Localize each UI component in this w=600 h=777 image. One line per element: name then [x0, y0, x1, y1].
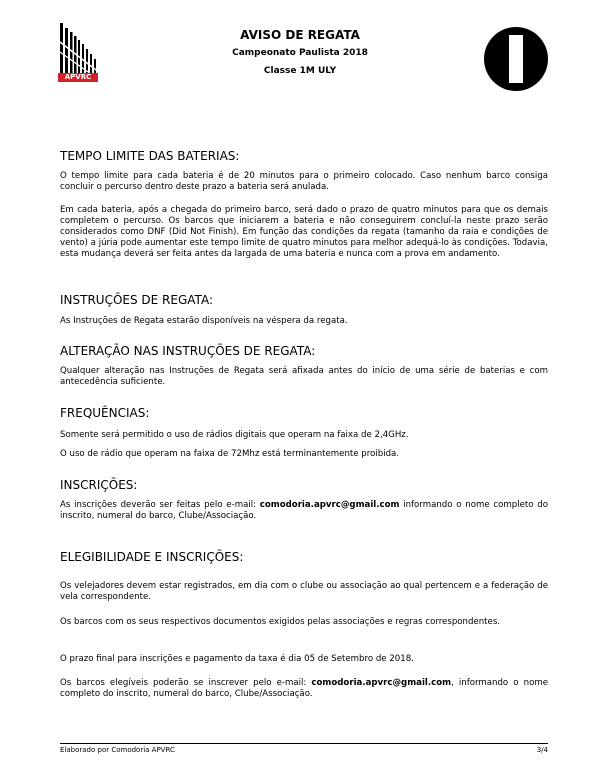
section-title-tempo-limite: TEMPO LIMITE DAS BATERIAS: [60, 149, 240, 163]
paragraph-frequencias-1: Somente será permitido o uso de rádios digitais que operam na faixa de 2,4GHz. [60, 430, 409, 440]
paragraph-tempo-1: O tempo limite para cada bateria é de 20 minutos para o primeiro colocado. Caso nenhum barco consiga concluir o percurso dentro deste prazo a bateria será anulada. [60, 171, 548, 192]
section-title-frequencias: FREQUÊNCIAS: [60, 406, 150, 420]
inscricoes-text-end: informando o nome completo do inscrito, numeral do barco, Clube/Associação. [60, 500, 548, 521]
paragraph-elegibilidade-3: O prazo final para inscrições e pagamento da taxa é dia 05 de Setembro de 2018. [60, 654, 414, 664]
apvrc-logo [58, 22, 98, 82]
paragraph-instrucoes-1: As Instruções de Regata estarão disponíveis na véspera da regata. [60, 316, 348, 326]
document-title: AVISO DE REGATA [240, 28, 360, 42]
class-line: Classe 1M ULY [263, 66, 337, 76]
elegibilidade-text-end: , informando o nome completo do inscrito, numeral do barco, Clube/Associação. [60, 678, 548, 699]
elegibilidade-email-link[interactable]: comodoria.apvrc@gmail.com [311, 678, 452, 688]
paragraph-frequencias-2: O uso de rádio que operam na faixa de 72Mhz está terminantemente proibida. [60, 449, 400, 459]
section-title-elegibilidade: ELEGIBILIDADE E INSCRIÇÕES: [60, 550, 244, 564]
paragraph-elegibilidade-1: Os velejadores devem estar registrados, em dia com o clube ou associação ao qual pertencem e a federação de vela correspondente. [60, 581, 548, 602]
section-title-alteracao: ALTERAÇÃO NAS INSTRUÇÕES DE REGATA: [60, 344, 316, 358]
paragraph-elegibilidade-2: Os barcos com os seus respectivos documentos exigidos pelas associações e regras correspondentes. [60, 617, 501, 627]
section-title-instrucoes: INSTRUÇÕES DE REGATA: [60, 293, 213, 307]
inscricoes-email-link[interactable]: comodoria.apvrc@gmail.com [259, 500, 400, 510]
inscricoes-text-start: As inscrições deverão ser feitas pelo e-mail: [60, 500, 260, 510]
document-subtitle: Campeonato Paulista 2018 [232, 48, 368, 58]
section-title-inscricoes: INSCRIÇÕES: [60, 478, 138, 492]
paragraph-tempo-2: Em cada bateria, após a chegada do primeiro barco, será dado o prazo de quatro minutos para que os demais completem o percurso. Os barcos que iniciarem a bateria e não conseguirem concluí-la neste prazo serão considerados como DNF (Did Not Finish). Em função das condições da regata (tamanho da raia e condições de vento) a júria pode aumentar este tempo limite de quatro minutos para melhor adequá-lo às condições. Todavia, esta mudança deverá ser feita antes da largada de uma bateria e nunca com a prova em andamento. [60, 205, 548, 259]
elegibilidade-text-start: Os barcos elegíveis poderão se inscrever pelo e-mail: [60, 678, 312, 688]
paragraph-elegibilidade-4 [60, 678, 548, 700]
paragraph-alteracao-1: Qualquer alteração nas Instruções de Regata será afixada antes do início de uma série de baterias e com antecedência suficiente. [60, 366, 548, 387]
document-header [160, 28, 440, 76]
logo-graphic-icon [58, 22, 98, 74]
footer-credit: Elaborado por Comodoria APVRC [60, 746, 175, 754]
logo-text: APVRC [58, 73, 98, 82]
page-number: 3/4 [536, 746, 548, 754]
footer-divider [60, 743, 548, 744]
class-flag-icon [483, 26, 549, 92]
paragraph-inscricoes-1 [60, 500, 548, 522]
